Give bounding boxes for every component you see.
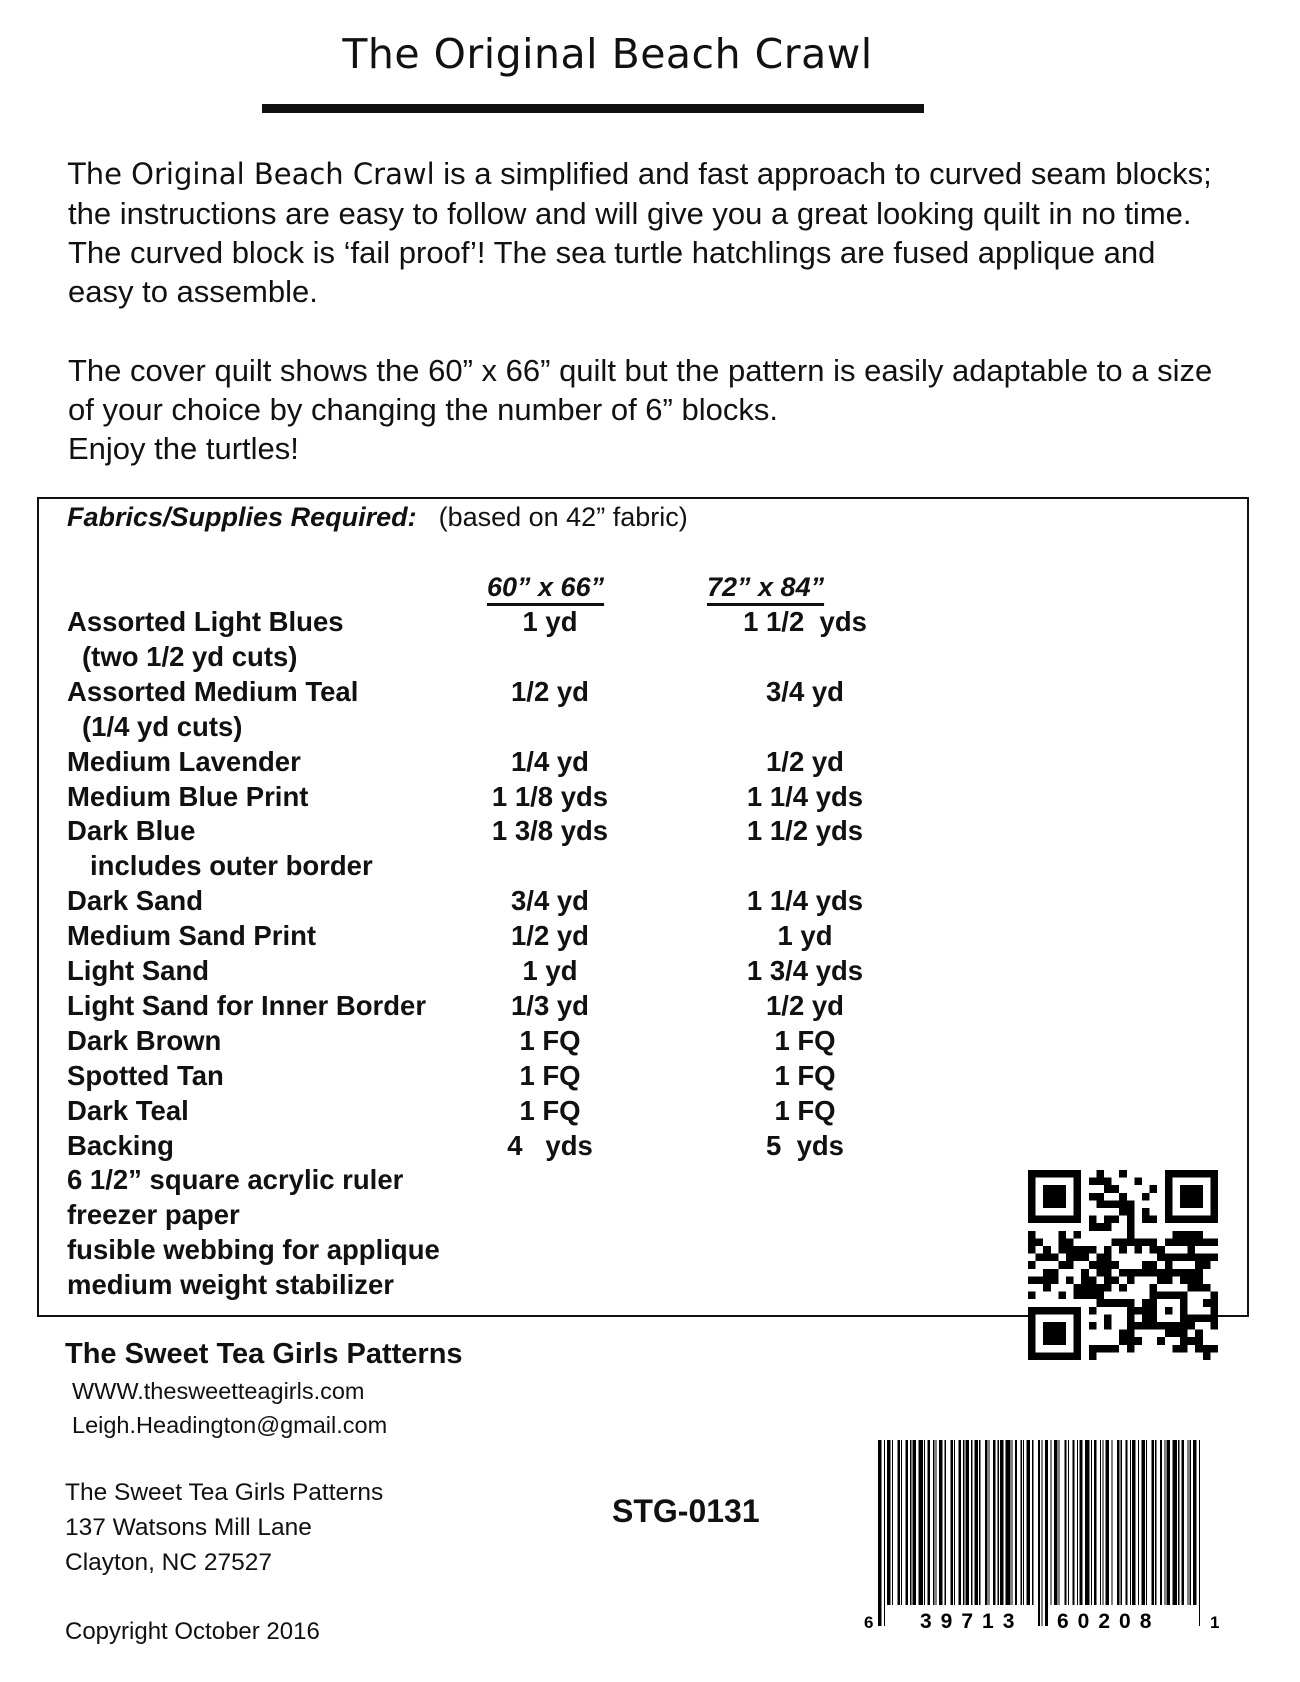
supply-name: Dark Blue: [67, 815, 196, 847]
supplies-heading-label: Fabrics/Supplies Required:: [67, 502, 417, 532]
supply-name: Spotted Tan: [67, 1059, 224, 1091]
quantity-large: 1 1/4 yds: [746, 885, 864, 917]
supply-name: Assorted Light Blues: [67, 606, 344, 637]
barcode-digit-last: 1: [1210, 1613, 1220, 1632]
quantity-small: 1 3/8 yds: [491, 815, 609, 847]
supply-name: fusible webbing for applique: [67, 1234, 440, 1266]
quantity-large: 1 3/4 yds: [746, 955, 864, 986]
supply-name: (two 1/2 yd cuts): [82, 640, 298, 672]
column-header-large: 72” x 84”: [707, 572, 825, 602]
supply-name: Light Sand: [67, 955, 210, 986]
supply-row: [0, 781, 1300, 816]
intro-paragraph-1: [68, 154, 1218, 311]
quantity-small: 1 yd: [522, 955, 578, 986]
supply-name: Dark Brown: [67, 1024, 222, 1056]
quantity-large: 1 FQ: [774, 1024, 836, 1056]
quantity-large: 1 1/2 yds: [743, 606, 867, 637]
quantity-large: 1 1/4 yds: [746, 780, 864, 812]
supply-name: Dark Sand: [67, 885, 204, 917]
barcode-icon: [862, 1440, 1222, 1640]
qr-code-icon: [1028, 1170, 1218, 1360]
supply-name: 6 1/2” square acrylic ruler: [67, 1164, 404, 1196]
supply-row: [0, 885, 1300, 920]
page-title: The Original Beach Crawl: [342, 30, 873, 78]
intro-text: [68, 154, 1218, 468]
supply-name: medium weight stabilizer: [67, 1269, 395, 1301]
supply-row: [0, 955, 1300, 990]
supply-name: Medium Lavender: [67, 745, 301, 777]
supply-name: (1/4 yd cuts): [82, 710, 243, 742]
intro-paragraph-2: [68, 351, 1218, 468]
supply-row: [0, 641, 1300, 676]
quantity-small: 4 yds: [507, 1129, 593, 1161]
quantity-large: 1 FQ: [774, 1059, 836, 1091]
quantity-large: 1/2 yd: [766, 989, 844, 1021]
quantity-large: 1 yd: [777, 920, 833, 952]
barcode-digits-left: 39713: [920, 1610, 1024, 1633]
quantity-small: 3/4 yd: [511, 885, 589, 917]
supply-name: Medium Blue Print: [67, 780, 309, 812]
quantity-large: 5 yds: [766, 1129, 844, 1161]
quantity-small: 1/2 yd: [511, 920, 589, 952]
address-name: The Sweet Tea Girls Patterns: [65, 1479, 384, 1506]
quantity-small: 1 yd: [522, 606, 578, 637]
supply-row: [0, 815, 1300, 850]
address-street: 137 Watsons Mill Lane: [65, 1514, 312, 1541]
supply-row: [0, 1095, 1300, 1130]
quantity-large: 1 1/2 yds: [746, 815, 864, 847]
title-underline: [262, 104, 924, 113]
supply-name: Light Sand for Inner Border: [67, 989, 427, 1021]
supply-row: [0, 1130, 1300, 1165]
supplies-heading-note: (based on 42” fabric): [438, 502, 688, 532]
barcode-digits-right: 60208: [1057, 1610, 1161, 1633]
supply-row: [0, 1025, 1300, 1060]
supply-row: [0, 676, 1300, 711]
supply-row: [0, 711, 1300, 746]
quantity-small: 1 FQ: [519, 1059, 581, 1091]
quantity-small: 1/3 yd: [511, 989, 589, 1021]
email-link[interactable]: Leigh.Headington@gmail.com: [72, 1412, 388, 1438]
supply-name: Medium Sand Print: [67, 920, 317, 952]
supply-row: [0, 920, 1300, 955]
copyright: Copyright October 2016: [65, 1618, 320, 1645]
company-name: The Sweet Tea Girls Patterns: [65, 1338, 463, 1370]
supply-row: [0, 606, 1300, 641]
supply-row: [0, 746, 1300, 781]
sku-code: STG-0131: [612, 1493, 760, 1529]
supply-name: Assorted Medium Teal: [67, 675, 359, 707]
supply-name: Dark Teal: [67, 1094, 189, 1126]
supply-name: freezer paper: [67, 1199, 240, 1231]
address-city: Clayton, NC 27527: [65, 1549, 273, 1576]
supply-row: [0, 990, 1300, 1025]
quantity-small: 1 FQ: [519, 1024, 581, 1056]
quantity-large: 1/2 yd: [766, 745, 844, 777]
intro-lead: The Original Beach Crawl: [68, 157, 435, 191]
barcode-digit-first: 6: [864, 1613, 874, 1632]
intro-closing: Enjoy the turtles!: [68, 431, 299, 466]
supply-row: [0, 1060, 1300, 1095]
quantity-small: 1 FQ: [519, 1094, 581, 1126]
website-link[interactable]: WWW.thesweetteagirls.com: [72, 1378, 365, 1404]
intro-size-note: The cover quilt shows the 60” x 66” quilt but the pattern is easily adaptable to a size of your choice by changing the number of 6” blocks.: [68, 353, 1213, 427]
quantity-large: 1 FQ: [774, 1094, 836, 1126]
supplies-heading: [67, 502, 688, 533]
quantity-small: 1/4 yd: [511, 745, 589, 777]
supply-name: Backing: [67, 1129, 174, 1161]
supply-name: includes outer border: [90, 850, 373, 882]
column-header-small: 60” x 66”: [487, 572, 605, 602]
quantity-small: 1/2 yd: [511, 675, 589, 707]
quantity-large: 3/4 yd: [766, 675, 844, 707]
quantity-small: 1 1/8 yds: [491, 780, 609, 812]
intro-body: is a simplified and fast approach to curved seam blocks; the instructions are easy to follow and will give you a great looking quilt in no time. The curved block is ‘fail proof’! The sea turtle hatchlings are fused applique and easy to assemble.: [68, 156, 1212, 309]
supply-row: [0, 850, 1300, 885]
